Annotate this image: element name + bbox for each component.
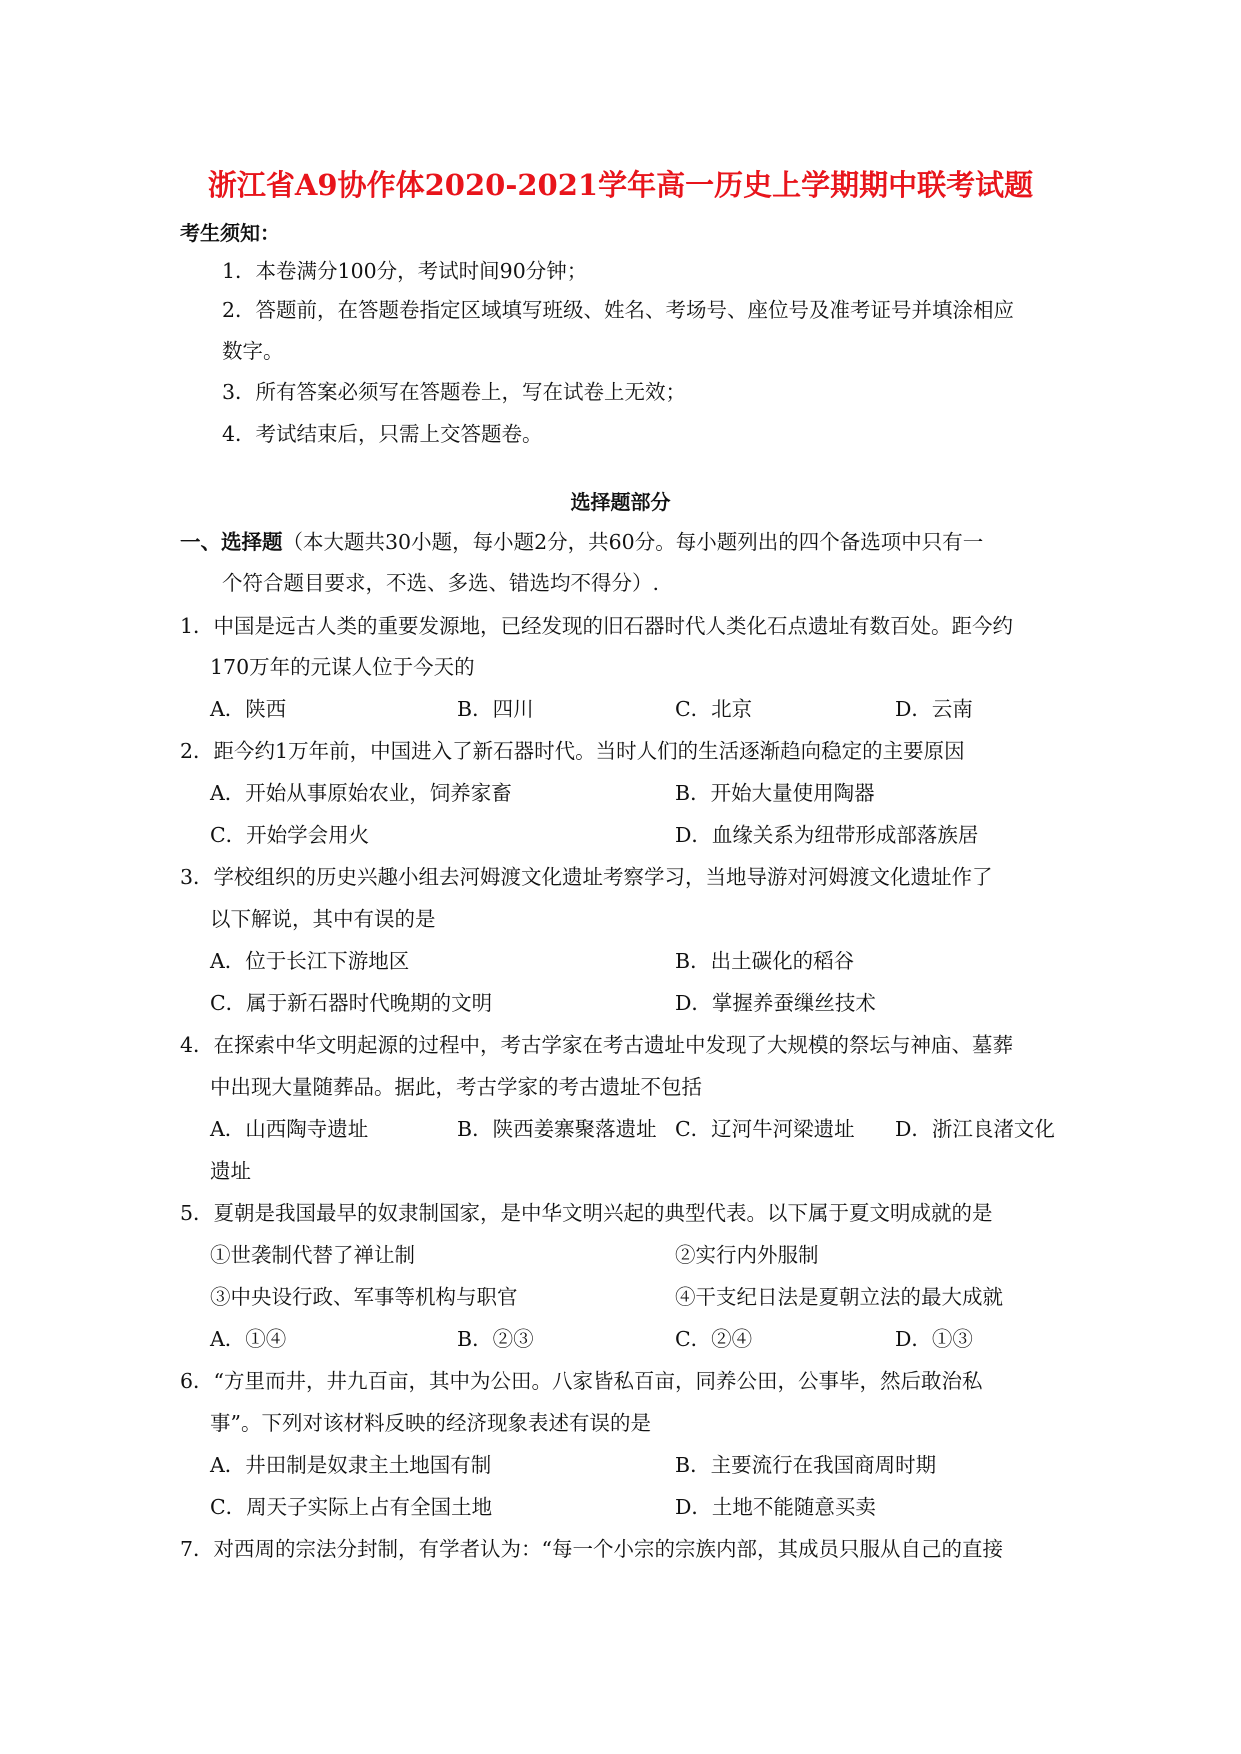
option-d: D．土地不能随意买卖: [675, 1495, 876, 1519]
option-b: B．四川: [457, 697, 534, 721]
question-stem: 7．对西周的宗法分封制，有学者认为：“每一个小宗的宗族内部，其成员只服从自己的直接: [180, 1537, 1004, 1561]
section-title: 选择题部分: [570, 490, 671, 514]
option-c: C．属于新石器时代晚期的文明: [210, 991, 493, 1015]
question-stem: 2．距今约1万年前，中国进入了新石器时代。当时人们的生活逐渐趋向稳定的主要原因: [180, 739, 965, 763]
option-b: B．陕西姜寨聚落遗址: [457, 1117, 657, 1141]
statement-4: ④干支纪日法是夏朝立法的最大成就: [675, 1285, 1003, 1309]
question-stem: 中出现大量随葬品。据此，考古学家的考古遗址不包括: [210, 1075, 702, 1099]
option-b: B．开始大量使用陶器: [675, 781, 875, 805]
question-stem: 事”。下列对该材料反映的经济现象表述有误的是: [210, 1411, 651, 1435]
option-d-cont: 遗址: [210, 1159, 251, 1183]
option-a: A．井田制是奴隶主土地国有制: [210, 1453, 492, 1477]
option-d: D．云南: [895, 697, 973, 721]
notice-item: 4．考试结束后，只需上交答题卷。: [222, 422, 543, 446]
part-label: 一、选择题: [180, 530, 283, 554]
statement-1: ①世袭制代替了禅让制: [210, 1243, 415, 1267]
option-a: A．开始从事原始农业，饲养家畜: [210, 781, 512, 805]
option-d: D．掌握养蚕缫丝技术: [675, 991, 876, 1015]
part-description-cont: 个符合题目要求，不选、多选、错选均不得分）.: [222, 571, 660, 595]
option-b: B．出土碳化的稻谷: [675, 949, 855, 973]
question-stem: 3．学校组织的历史兴趣小组去河姆渡文化遗址考察学习，当地导游对河姆渡文化遗址作了: [180, 865, 993, 889]
option-b: B．②③: [457, 1327, 534, 1351]
option-b: B．主要流行在我国商周时期: [675, 1453, 937, 1477]
option-a: A．山西陶寺遗址: [210, 1117, 369, 1141]
question-stem: 4．在探索中华文明起源的过程中，考古学家在考古遗址中发现了大规模的祭坛与神庙、墓葬: [180, 1033, 1014, 1057]
option-d: D．浙江良渚文化: [895, 1117, 1055, 1141]
question-stem: 5．夏朝是我国最早的奴隶制国家，是中华文明兴起的典型代表。以下属于夏文明成就的是: [180, 1201, 993, 1225]
notice-item: 3．所有答案必须写在答题卷上，写在试卷上无效；: [222, 380, 687, 404]
option-c: C．周天子实际上占有全国土地: [210, 1495, 493, 1519]
statement-2: ②实行内外服制: [675, 1243, 819, 1267]
option-a: A．①④: [210, 1327, 287, 1351]
option-a: A．位于长江下游地区: [210, 949, 410, 973]
notice-heading: 考生须知：: [180, 221, 280, 245]
question-stem: 以下解说，其中有误的是: [210, 907, 436, 931]
notice-item: 1．本卷满分100分，考试时间90分钟；: [222, 259, 588, 283]
part-description: （本大题共30小题，每小题2分，共60分。每小题列出的四个备选项中只有一: [282, 530, 984, 554]
question-stem: 1．中国是远古人类的重要发源地，已经发现的旧石器时代人类化石点遗址有数百处。距今约: [180, 614, 1014, 638]
option-a: A．陕西: [210, 697, 287, 721]
notice-item: 数字。: [222, 339, 284, 363]
part-heading: [180, 529, 983, 555]
option-c: C．②④: [675, 1327, 753, 1351]
option-c: C．北京: [675, 697, 753, 721]
statement-3: ③中央设行政、军事等机构与职官: [210, 1285, 518, 1309]
option-d: D．血缘关系为纽带形成部落族居: [675, 823, 979, 847]
page-title: 浙江省A9协作体2020-2021学年高一历史上学期期中联考试题: [207, 168, 1034, 202]
question-stem: 170万年的元谋人位于今天的: [210, 655, 475, 679]
question-stem: 6．“方里而井，井九百亩，其中为公田。八家皆私百亩，同养公田，公事毕，然后敢治私: [180, 1369, 983, 1393]
notice-item: 2．答题前，在答题卷指定区域填写班级、姓名、考场号、座位号及准考证号并填涂相应: [222, 298, 1015, 322]
option-c: C．辽河牛河梁遗址: [675, 1117, 855, 1141]
option-c: C．开始学会用火: [210, 823, 370, 847]
option-d: D．①③: [895, 1327, 973, 1351]
